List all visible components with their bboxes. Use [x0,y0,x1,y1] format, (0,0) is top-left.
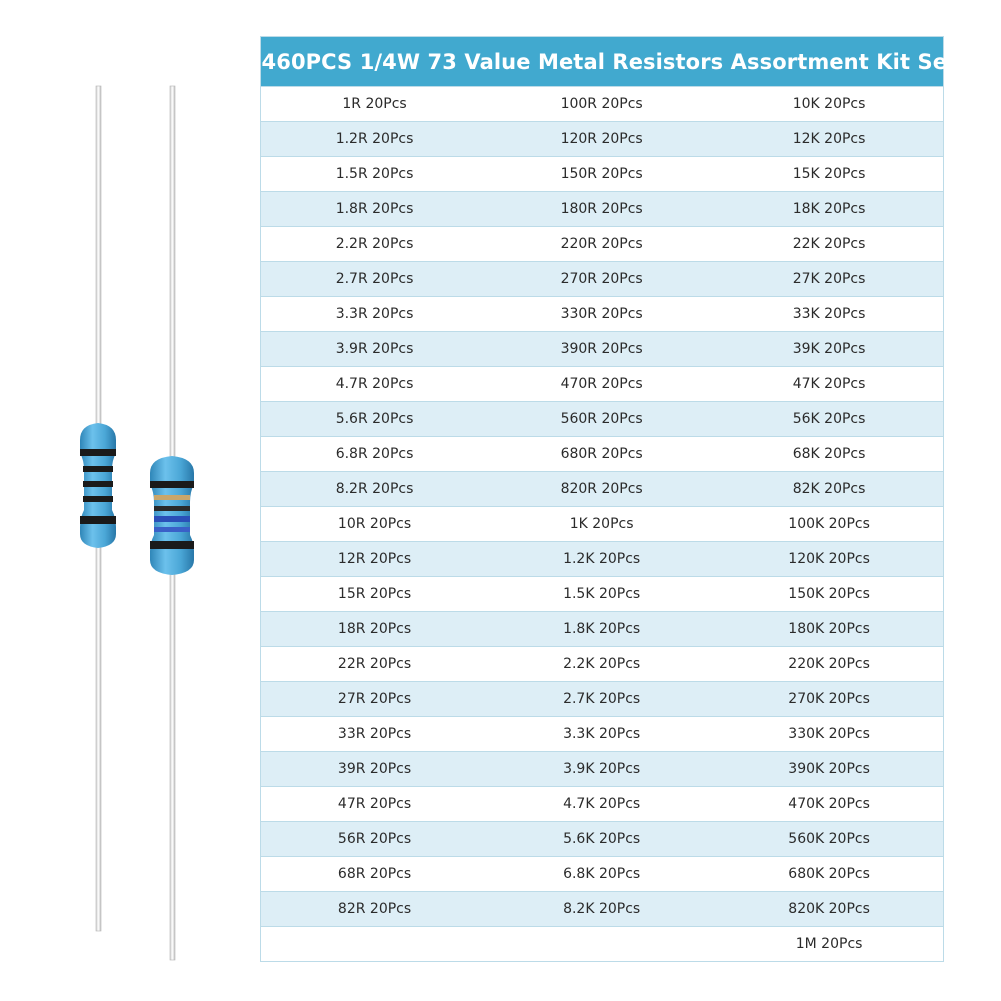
table-body [261,87,943,962]
table-cell: 39K 20Pcs [715,332,943,367]
table-cell: 180R 20Pcs [488,192,715,227]
table-row [261,577,943,612]
table-cell: 27R 20Pcs [261,682,488,717]
table-cell: 15K 20Pcs [715,157,943,192]
table-row [261,332,943,367]
table-cell: 2.7K 20Pcs [488,682,715,717]
table-row [261,927,943,962]
table-cell: 4.7R 20Pcs [261,367,488,402]
table-cell: 1.8R 20Pcs [261,192,488,227]
table-row [261,402,943,437]
table-row [261,367,943,402]
table-row [261,472,943,507]
table-cell: 12R 20Pcs [261,542,488,577]
table-cell: 22K 20Pcs [715,227,943,262]
table-cell: 68R 20Pcs [261,857,488,892]
table-cell: 1R 20Pcs [261,87,488,122]
table-cell: 470K 20Pcs [715,787,943,822]
table-cell: 6.8R 20Pcs [261,437,488,472]
table-row [261,87,943,122]
table-cell: 2.2K 20Pcs [488,647,715,682]
table-cell: 1.8K 20Pcs [488,612,715,647]
table-row [261,647,943,682]
table-cell: 33K 20Pcs [715,297,943,332]
table-cell: 390K 20Pcs [715,752,943,787]
table-cell: 27K 20Pcs [715,262,943,297]
table-cell: 150K 20Pcs [715,577,943,612]
table-cell [488,927,715,962]
table-cell: 100K 20Pcs [715,507,943,542]
value-grid [261,86,943,961]
table-cell: 8.2R 20Pcs [261,472,488,507]
table-row [261,892,943,927]
table-cell: 47R 20Pcs [261,787,488,822]
table-cell: 82K 20Pcs [715,472,943,507]
table-row [261,192,943,227]
table-row [261,717,943,752]
table-cell: 56R 20Pcs [261,822,488,857]
table-cell: 22R 20Pcs [261,647,488,682]
table-cell: 3.9K 20Pcs [488,752,715,787]
table-cell: 470R 20Pcs [488,367,715,402]
table-cell: 820R 20Pcs [488,472,715,507]
table-title: 1460PCS 1/4W 73 Value Metal Resistors Assortment Kit Set [261,37,943,86]
table-cell: 47K 20Pcs [715,367,943,402]
table-row [261,437,943,472]
table-cell: 330R 20Pcs [488,297,715,332]
table-row [261,542,943,577]
table-cell: 560K 20Pcs [715,822,943,857]
table-row [261,157,943,192]
table-row [261,262,943,297]
table-row [261,297,943,332]
table-row [261,122,943,157]
table-cell: 18K 20Pcs [715,192,943,227]
table-cell: 120R 20Pcs [488,122,715,157]
table-row [261,787,943,822]
table-cell: 18R 20Pcs [261,612,488,647]
table-cell: 82R 20Pcs [261,892,488,927]
table-row [261,857,943,892]
table-cell: 220R 20Pcs [488,227,715,262]
table-cell: 1.2K 20Pcs [488,542,715,577]
table-row [261,752,943,787]
table-row [261,507,943,542]
table-cell: 33R 20Pcs [261,717,488,752]
table-cell: 100R 20Pcs [488,87,715,122]
table-cell: 10K 20Pcs [715,87,943,122]
table-cell: 1M 20Pcs [715,927,943,962]
table-cell: 1.2R 20Pcs [261,122,488,157]
table-cell: 12K 20Pcs [715,122,943,157]
resistor-left [80,86,116,931]
table-cell: 220K 20Pcs [715,647,943,682]
table-cell: 390R 20Pcs [488,332,715,367]
table-row [261,682,943,717]
table-cell: 820K 20Pcs [715,892,943,927]
table-row [261,612,943,647]
table-cell: 39R 20Pcs [261,752,488,787]
table-cell: 10R 20Pcs [261,507,488,542]
table-cell: 1K 20Pcs [488,507,715,542]
table-cell: 5.6R 20Pcs [261,402,488,437]
table-cell: 4.7K 20Pcs [488,787,715,822]
table-cell: 3.9R 20Pcs [261,332,488,367]
table-cell: 680R 20Pcs [488,437,715,472]
table-cell: 270R 20Pcs [488,262,715,297]
table-cell: 2.7R 20Pcs [261,262,488,297]
table-row [261,227,943,262]
table-cell [261,927,488,962]
table-cell: 330K 20Pcs [715,717,943,752]
table-cell: 3.3K 20Pcs [488,717,715,752]
table-cell: 560R 20Pcs [488,402,715,437]
resistor-illustration [0,0,260,1001]
table-cell: 56K 20Pcs [715,402,943,437]
table-cell: 5.6K 20Pcs [488,822,715,857]
table-cell: 180K 20Pcs [715,612,943,647]
table-cell: 150R 20Pcs [488,157,715,192]
table-cell: 8.2K 20Pcs [488,892,715,927]
resistor-right [150,86,194,960]
table-cell: 680K 20Pcs [715,857,943,892]
table-cell: 270K 20Pcs [715,682,943,717]
table-cell: 15R 20Pcs [261,577,488,612]
table-cell: 3.3R 20Pcs [261,297,488,332]
table-cell: 1.5K 20Pcs [488,577,715,612]
table-cell: 120K 20Pcs [715,542,943,577]
table-cell: 68K 20Pcs [715,437,943,472]
table-row [261,822,943,857]
table-cell: 6.8K 20Pcs [488,857,715,892]
table-cell: 2.2R 20Pcs [261,227,488,262]
table-cell: 1.5R 20Pcs [261,157,488,192]
resistor-value-table [246,36,958,962]
